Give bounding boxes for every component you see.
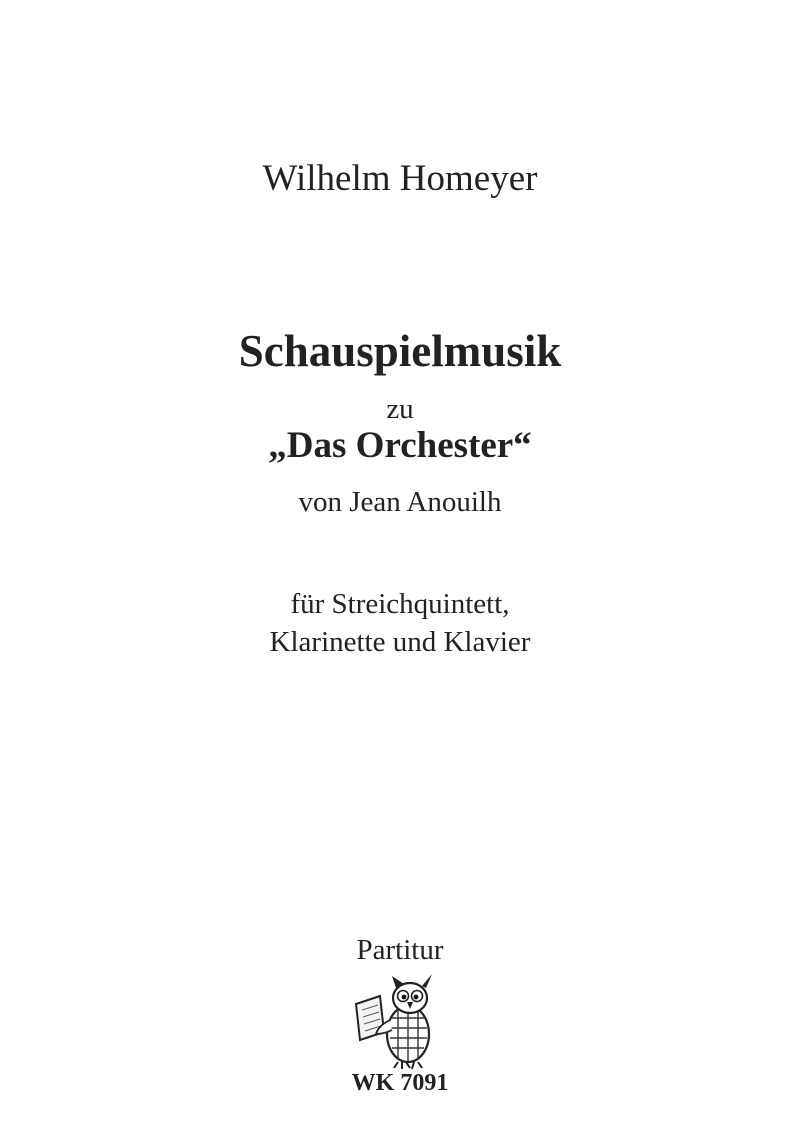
play-title: „Das Orchester“: [268, 425, 532, 466]
play-author: von Jean Anouilh: [298, 486, 502, 518]
catalog-number: WK 7091: [351, 1070, 449, 1096]
work-title-main: Schauspielmusik: [238, 326, 562, 376]
owl-reading-book-icon: [350, 974, 446, 1070]
instrumentation-line-1: für Streichquintett,: [290, 588, 510, 620]
instrumentation-line-2: Klarinette und Klavier: [269, 626, 531, 658]
title-connector: zu: [386, 393, 414, 425]
edition-type: Partitur: [356, 934, 444, 966]
composer-name: Wilhelm Homeyer: [262, 158, 538, 199]
